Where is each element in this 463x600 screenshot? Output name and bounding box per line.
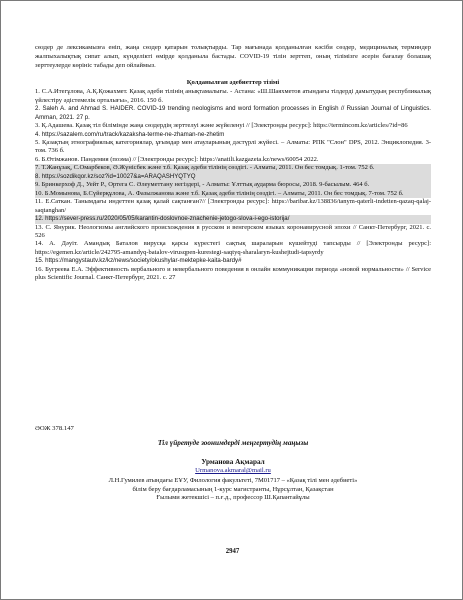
author-affiliation [35, 477, 431, 503]
reference-item-7: 7. Т.Жанұзақ, С.Омарбеков, Ә.Жүнісбек және т.б. Қазақ әдеби тілінің сөздігі. - Алматы, 2011. Он бес томдық. 1-том. 752 б. [35, 164, 431, 172]
references-heading: Қолданылған әдебиеттер тізімі [186, 79, 280, 87]
reference-item-8[interactable]: 8. https://sozdikqor.kz/soz?id=10027&a=ARAQASHYQTYQ [35, 173, 431, 181]
reference-item-16: 16. Бугреева Е.А. Эффективность вербального и невербального поведения в онлайн коммуникации периода «новой нормальности» // Service plus Scientific Journal. Санкт-Петербург, 2021. с. 27 [35, 265, 431, 282]
reference-item-10: 10. Б.Момынова, Б.Сүйерқұлова, А. Фазылжанова және т.б. Қазақ әдеби тілінің сөздігі. – Алматы, 2011. Он бес томдық. 7-том. 752 б. [35, 190, 431, 198]
reference-item-6: 6. Б.Өтімжанов. Пандемия (поэма) // [Электронды ресурс]: https://anatili.kazgazeta.kz/news/60054 2022. [35, 155, 319, 163]
reference-item-5: 5. Қазақтың этнографиялық категориялар, ұғымдар мен атауларының дәстүрлі жүйесі. – Алматы: РПК "Слон" DPS, 2012. Энциклопедия. 3-том. 736 б. [35, 139, 431, 155]
reference-item-14: 14. А. Дәуіт. Амандық Баталов вирусқа қарсы күрестегі сақтық шараларын күшейтуді тапсырды // [Электронды ресурс]: https://egemen.kz/article/242795-amandyq-batalov-virusqpen-kurestegi-saqtyq-sharalaryn-kushejtudi-tapsyrdy [35, 240, 431, 256]
author-name: Урманова Ақмарал [201, 458, 265, 466]
author-email-link[interactable]: Urmanova.akmaral@mail.ru [195, 467, 271, 474]
reference-item-11: 11. Е.Саткан. Танымдағы индеттен қазақ қалай сақтанған?// [Электронды ресурс]: https://baribar.kz/138836/tanym-qaterli-indetten-qazaq-qalaj-saqtanghan/ [35, 198, 431, 214]
affiliation-line-3: Ғылыми жетекшісі – п.ғ.д., профессор Ш.Қапантайұлы [156, 494, 310, 502]
reference-item-1: 1. С.А.Итегұлова, А.Қ.Қожахмет. Қазақ әдеби тілінің анықтамалығы. - Астана: «Ш.Шаяхметов атындағы тілдерді дамытудың республикалық үйлестіру әдістемелік орталығы», 2016. 150 б. [35, 88, 431, 104]
page-number: 2947 [225, 548, 240, 555]
page-content [35, 43, 431, 283]
affiliation-line-1: Л.Н.Гумилев атындағы ЕҰУ, Филология факультеті, 7М01717 – «Қазақ тілі мен әдебиеті» [108, 477, 358, 484]
reference-item-12[interactable]: 12. https://sever-press.ru/2020/05/05/karantin-doslovnoe-znachenie-jetogo-slova-i-ego-istorija/ [35, 215, 431, 223]
udc-code: ӘОЖ 378.147 [35, 425, 74, 432]
intro-paragraph: сөздер де лексикамызға еніп, жаңа сөздер қатарын толықтырды. Тар мағынада қолданылған кәсіби сөздер, медициналық терминдер жалпыхалықтық сипат алып, күнделікті өмірде қолданыла бастады. COVID-19 тілін зерттеп, оның тілімізге әсерін бағалау болашақ зерттеулерде көрініс табады деп ойлаймыз. [35, 44, 431, 70]
reference-item-3: 3. Қ.Адашева. Қазақ тіл білімінде жаңа сөздердің зерттелуі және жүйеленуі // [Электронды ресурс]: https://termincom.kz/articles/?id=86 [35, 122, 408, 130]
reference-item-9: 9. Бринкерхоф Д., Уейт Р., Ортега С. Әлеуметтану негіздері, - Алматы: Ұлттық аударма бюросы, 2018. 9-басылым. 464 б. [35, 181, 431, 189]
reference-item-13: 13. С. Янурик. Неологизмы английского происхождения в русском и венгерском языках коронавирусной эпохи // Санкт-Петербург, 2021. с. 526 [35, 223, 431, 239]
references-list [35, 88, 431, 282]
article-title: Тіл үйретуде зоонимдерді меңгертудің маңызы [157, 439, 309, 447]
reference-item-2: 2. Saleh A. and Ahmad S. HAIDER. COVID-19 trending neologisms and word formation processes in English // Russian Journal of Linguistics. Amman, 2021. 27 р. [35, 105, 431, 121]
reference-item-15[interactable]: 15. https://mangystautv.kz/kz/news/society/okushylar-mektepke-kaita-bardy# [35, 257, 242, 265]
affiliation-line-2: білім беру бағдарламасының 1-курс магистранты, Нұрсұлтан, Қазақстан [132, 485, 334, 493]
reference-item-4[interactable]: 4. https://sazalem.com/ru/track/kazaksha-terme-ne-zhaman-ne-zhetim [35, 130, 225, 138]
